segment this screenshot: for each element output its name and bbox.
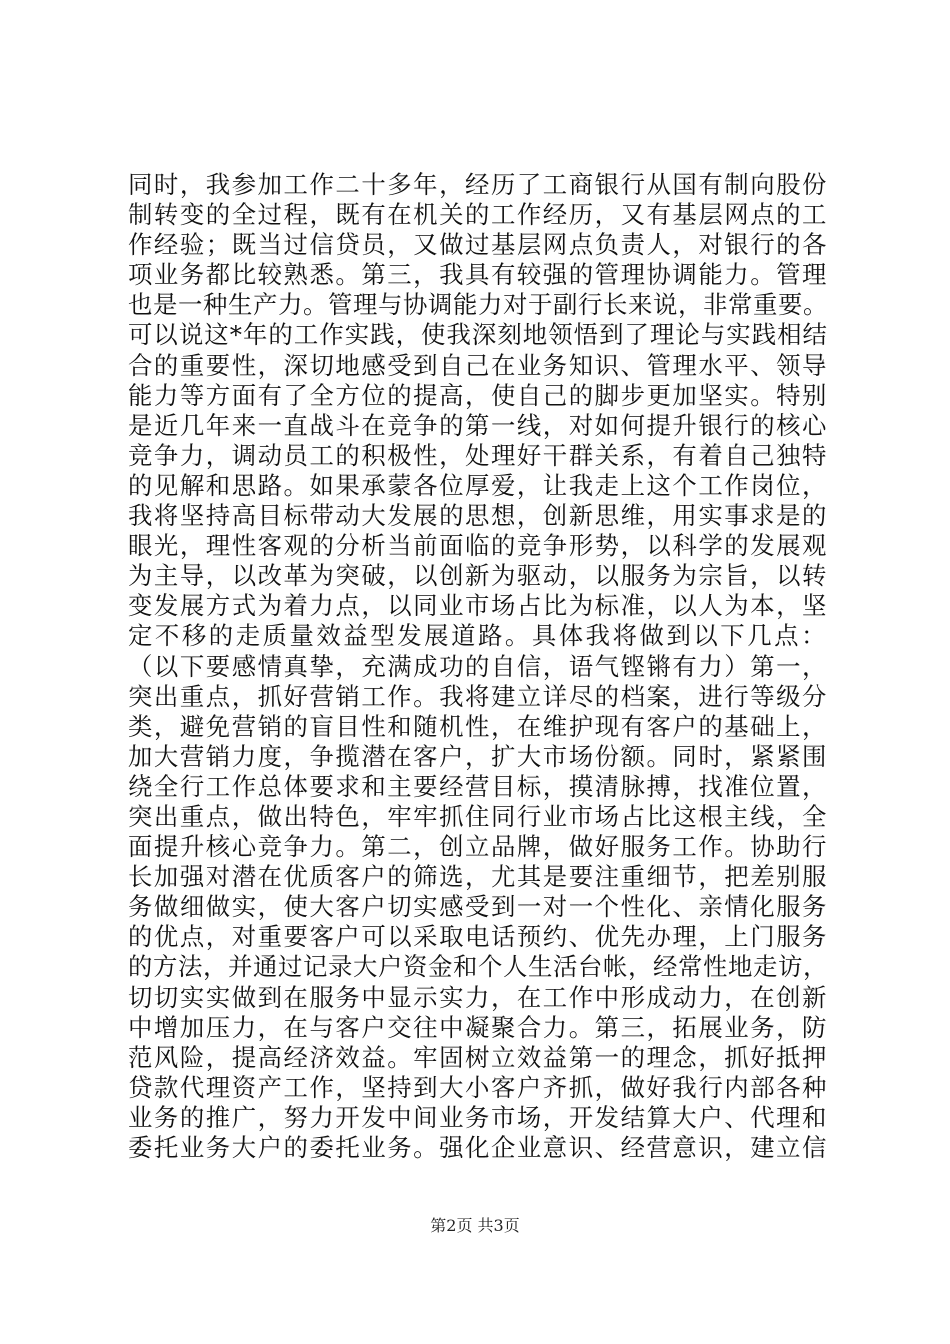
text-line: 竞争力，调动员工的积极性，处理好干群关系，有着自己独特 — [128, 440, 828, 470]
text-line: 可以说这*年的工作实践，使我深刻地领悟到了理论与实践相结 — [128, 320, 828, 350]
text-line: 面提升核心竞争力。第二，创立品牌，做好服务工作。协助行 — [128, 832, 828, 862]
text-line: 为主导，以改革为突破，以创新为驱动，以服务为宗旨，以转 — [128, 561, 828, 591]
text-line: 同时，我参加工作二十多年，经历了工商银行从国有制向股份 — [128, 170, 828, 199]
text-line: 切切实实做到在服务中显示实力，在工作中形成动力，在创新 — [128, 982, 828, 1012]
text-line: 委托业务大户的委托业务。强化企业意识、经营意识，建立信 — [128, 1133, 828, 1162]
text-line: 我将坚持高目标带动大发展的思想，创新思维，用实事求是的 — [128, 501, 828, 531]
text-line: 长加强对潜在优质客户的筛选，尤其是要注重细节，把差别服 — [128, 862, 828, 892]
text-line: 能力等方面有了全方位的提高，使自己的脚步更加坚实。特别 — [128, 380, 828, 410]
text-line: 项业务都比较熟悉。第三，我具有较强的管理协调能力。管理 — [128, 260, 828, 290]
body-text — [128, 170, 828, 1163]
text-line: 定不移的走质量效益型发展道路。具体我将做到以下几点： — [128, 621, 828, 651]
text-line: 变发展方式为着力点，以同业市场占比为标准，以人为本，坚 — [128, 591, 828, 621]
text-line: 合的重要性，深切地感受到自己在业务知识、管理水平、领导 — [128, 350, 828, 380]
text-line: 是近几年来一直战斗在竞争的第一线，对如何提升银行的核心 — [128, 410, 828, 440]
text-line: 绕全行工作总体要求和主要经营目标，摸清脉搏，找准位置， — [128, 771, 828, 801]
text-line: 突出重点，抓好营销工作。我将建立详尽的档案，进行等级分 — [128, 681, 828, 711]
text-line: 类，避免营销的盲目性和随机性，在维护现有客户的基础上， — [128, 711, 828, 741]
text-line: 范风险，提高经济效益。牢固树立效益第一的理念，抓好抵押 — [128, 1042, 828, 1072]
text-line: 加大营销力度，争揽潜在客户，扩大市场份额。同时，紧紧围 — [128, 741, 828, 771]
text-line: 作经验；既当过信贷员，又做过基层网点负责人，对银行的各 — [128, 230, 828, 260]
text-line: 贷款代理资产工作，坚持到大小客户齐抓，做好我行内部各种 — [128, 1072, 828, 1102]
text-line: 业务的推广，努力开发中间业务市场，开发结算大户、代理和 — [128, 1102, 828, 1132]
text-line: 制转变的全过程，既有在机关的工作经历，又有基层网点的工 — [128, 200, 828, 230]
text-line: 突出重点，做出特色，牢牢抓住同行业市场占比这根主线，全 — [128, 801, 828, 831]
text-line: 务做细做实，使大客户切实感受到一对一个性化、亲情化服务 — [128, 892, 828, 922]
text-line: 也是一种生产力。管理与协调能力对于副行长来说，非常重要。 — [128, 290, 828, 320]
text-line: 的见解和思路。如果承蒙各位厚爱，让我走上这个工作岗位， — [128, 470, 828, 500]
page-footer: 第2页 共3页 — [430, 1216, 520, 1235]
text-line: 中增加压力，在与客户交往中凝聚合力。第三，拓展业务，防 — [128, 1012, 828, 1042]
text-line: 的方法，并通过记录大户资金和个人生活台帐，经常性地走访， — [128, 952, 828, 982]
text-line: 的优点，对重要客户可以采取电话预约、优先办理，上门服务 — [128, 922, 828, 952]
text-line: 眼光，理性客观的分析当前面临的竞争形势，以科学的发展观 — [128, 531, 828, 561]
text-line: （以下要感情真挚，充满成功的自信，语气铿锵有力）第一， — [128, 651, 828, 681]
